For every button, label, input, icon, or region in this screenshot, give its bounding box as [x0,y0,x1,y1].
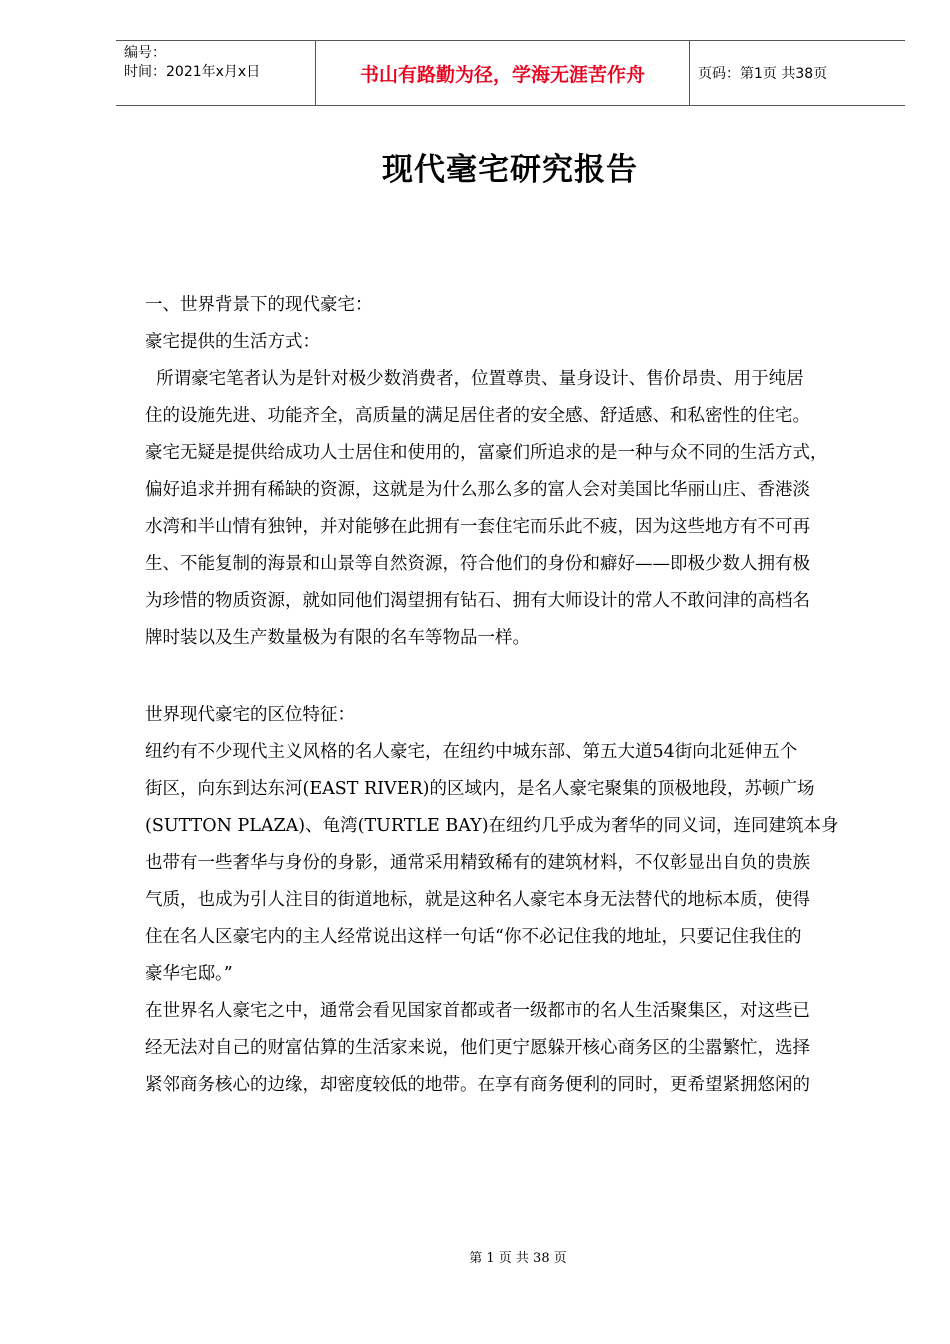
header-meta [116,41,316,105]
text-line: 一、世界背景下的现代豪宅： [145,295,373,315]
text-line: 豪华宅邸。” [145,964,233,984]
document-time-label: 时间：2021年x月x日 [124,64,261,80]
text-line: 生、不能复制的海景和山景等自然资源，符合他们的身份和癖好——即极少数人拥有极 [145,554,810,574]
header-motto: 书山有路勤为径，学海无涯苦作舟 [316,41,690,105]
text-line: 街区，向东到达东河(EAST RIVER)的区域内，是名人豪宅聚集的顶极地段，苏顿广场 [145,779,815,799]
text-line: 牌时装以及生产数量极为有限的名车等物品一样。 [145,628,530,648]
text-line: 水湾和半山情有独钟，并对能够在此拥有一套住宅而乐此不疲，因为这些地方有不可再 [145,517,810,537]
document-title: 现代毫宅研究报告 [382,152,638,188]
paragraph-gap [145,657,885,697]
text-line: 住在名人区豪宅内的主人经常说出这样一句话“你不必记住我的地址，只要记住我住的 [145,927,802,947]
page-footer: 第 1 页 共 38 页 [469,1251,567,1266]
text-line: 豪宅提供的生活方式： [145,332,320,352]
text-line: 经无法对自己的财富估算的生活家来说，他们更宁愿躲开核心商务区的尘嚣繁忙，选择 [145,1038,810,1058]
text-line: 世界现代豪宅的区位特征： [145,705,355,725]
text-line: 纽约有不少现代主义风格的名人豪宅，在纽约中城东部、第五大道54街向北延伸五个 [145,742,798,762]
text-line: 豪宅无疑是提供给成功人士居住和使用的，富豪们所追求的是一种与众不同的生活方式， [145,443,828,463]
text-line: 气质，也成为引人注目的街道地标，就是这种名人豪宅本身无法替代的地标本质，使得 [145,890,810,910]
text-line: 在世界名人豪宅之中，通常会看见国家首都或者一级都市的名人生活聚集区，对这些已 [145,1001,810,1021]
text-line: 所谓豪宅笔者认为是针对极少数消费者，位置尊贵、量身设计、售价昂贵、用于纯居 [145,369,804,389]
document-body [145,287,885,1104]
text-line: 住的设施先进、功能齐全，高质量的满足居住者的安全感、舒适感、和私密性的住宅。 [145,406,810,426]
header-page-info: 页码：第1页 共38页 [698,66,828,82]
text-line: 也带有一些奢华与身份的身影，通常采用精致稀有的建筑材料，不仅彰显出自负的贵族 [145,853,810,873]
text-line: 为珍惜的物质资源，就如同他们渴望拥有钻石、拥有大师设计的常人不敢问津的高档名 [145,591,810,611]
page-header [116,40,905,106]
section-luxury-lifestyle [145,287,885,657]
document-number-label: 编号： [124,45,166,61]
text-line: (SUTTON PLAZA)、龟湾(TURTLE BAY)在纽约几乎成为奢华的同义词，连同建筑本身 [145,816,839,836]
text-line: 偏好追求并拥有稀缺的资源，这就是为什么那么多的富人会对美国比华丽山庄、香港淡 [145,480,810,500]
text-line: 紧邻商务核心的边缘，却密度较低的地带。在享有商务便利的同时，更希望紧拥悠闲的 [145,1075,810,1095]
section-location-features [145,697,885,1104]
